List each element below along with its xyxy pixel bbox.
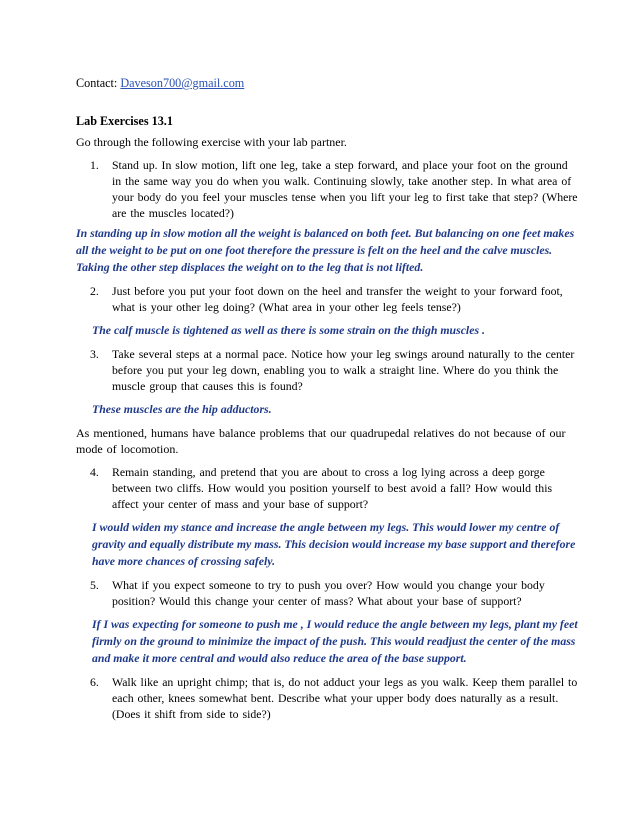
question-text: Walk like an upright chimp; that is, do not adduct your legs as you walk. Keep them parallel to each other, knees somewhat bent. Describe what your upper body does naturally as a result. (Does it shift from side to side?): [112, 675, 578, 721]
note-text: As mentioned, humans have balance problems that our quadrupedal relatives do not because of our mode of locomotion.: [76, 426, 566, 456]
question-number: 2.: [90, 284, 99, 298]
question-3: [76, 346, 578, 394]
contact-email-link[interactable]: Daveson700@gmail.com: [120, 76, 245, 90]
question-number: 3.: [90, 347, 99, 361]
question-text: Remain standing, and pretend that you are about to cross a log lying across a deep gorge between two cliffs. How would you position yourself to best avoid a fall? How would this affect your center of mass and your base of support?: [112, 465, 553, 511]
question-number: 4.: [90, 465, 99, 479]
question-text: What if you expect someone to try to push you over? How would you change your body position? Would this change your center of mass? What about your base of support?: [112, 578, 545, 608]
question-text: Take several steps at a normal pace. Notice how your leg swings around naturally to the center before you put your leg down, enabling you to walk a straight line. Where do you think the muscle group that causes this is found?: [112, 347, 575, 393]
question-number: 6.: [90, 675, 99, 689]
section-heading: Lab Exercises 13.1: [76, 114, 173, 128]
answer-1: In standing up in slow motion all the weight is balanced on both feet. But balancing on one feet makes all the weight to be put on one foot therefore the pressure is felt on the heel and the calve muscles. Taking the other step displaces the weight on to the leg that is not lifted.: [76, 226, 575, 274]
question-text: Just before you put your foot down on the heel and transfer the weight to your forward foot, what is your other leg doing? (What area in your other leg feels tense?): [112, 284, 563, 314]
question-6: [76, 674, 578, 722]
question-5: [76, 577, 578, 609]
answer-5: If I was expecting for someone to push me , I would reduce the angle between my legs, plant my feet firmly on the ground to minimize the impact of the push. This would readjust the center of the mass and make it more central and would also reduce the area of the base support.: [92, 617, 578, 665]
answer-4: I would widen my stance and increase the angle between my legs. This would lower my centre of gravity and equally distribute my mass. This decision would increase my base support and therefore have more chances of crossing safely.: [92, 520, 576, 568]
contact-label: Contact:: [76, 76, 118, 90]
answer-3: These muscles are the hip adductors.: [92, 402, 272, 416]
question-text: Stand up. In slow motion, lift one leg, take a step forward, and place your foot on the ground in the same way you do when you walk. Continuing slowly, take another step. In what area of your body do you feel your muscles tense when you lift your leg to first take that step? (Where are the muscles located?): [112, 158, 578, 220]
question-1: [76, 157, 578, 221]
question-2: [76, 283, 578, 315]
answer-2: The calf muscle is tightened as well as there is some strain on the thigh muscles .: [92, 323, 485, 337]
intro-text: Go through the following exercise with your lab partner.: [76, 135, 347, 149]
question-4: [76, 464, 578, 512]
question-number: 5.: [90, 578, 99, 592]
contact-line: [76, 75, 578, 91]
question-number: 1.: [90, 158, 99, 172]
